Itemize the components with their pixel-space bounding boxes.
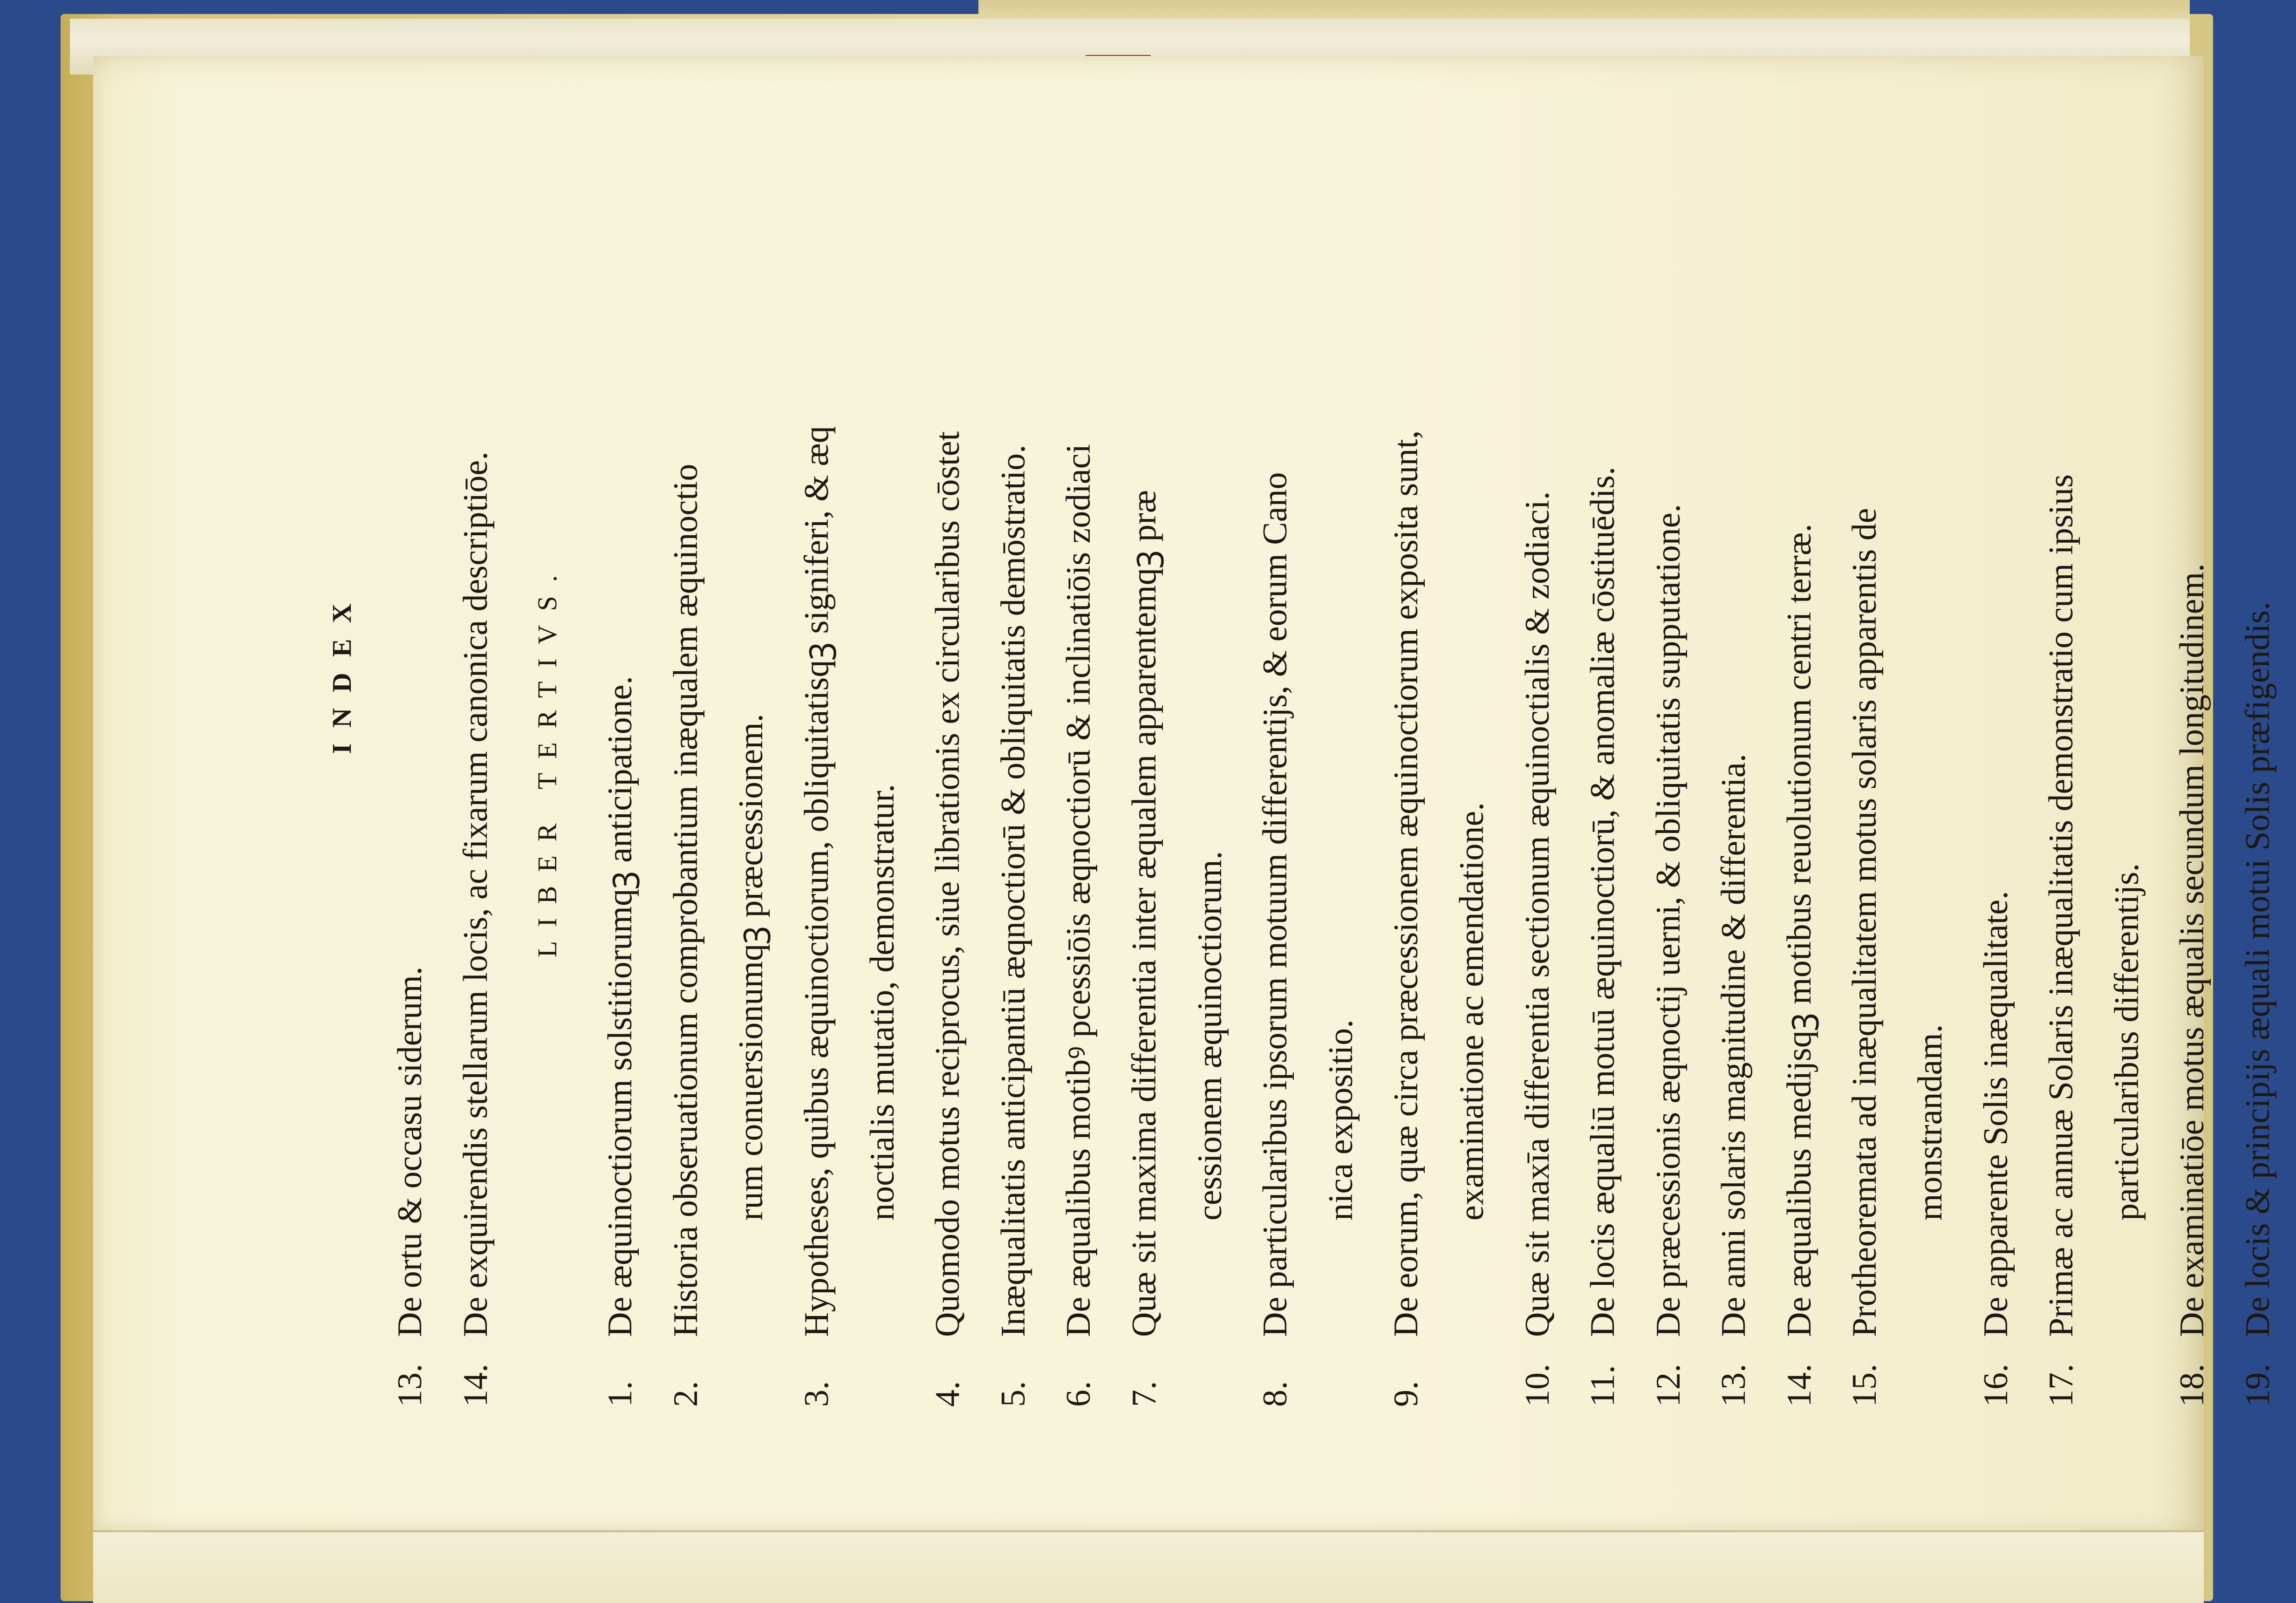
index-entry — [1701, 112, 1767, 1407]
entry-number: 16. — [1976, 1364, 2015, 1407]
index-entry — [2225, 112, 2291, 1407]
entry-text: Inæqualitatis anticipantiū æqnoctiorū & obliquitatis demōstratio. — [994, 444, 1032, 1337]
entry-text: Historia obseruationum comprobantium inæqualem æquinoctio — [666, 464, 705, 1337]
entry-text: De eorum, quæ circa præcessionem æquinoctiorum exposita sunt, — [1387, 430, 1426, 1337]
index-text-block — [326, 112, 2277, 1407]
index-entry — [784, 112, 850, 1407]
index-entry — [1636, 112, 1702, 1407]
entry-number: 10. — [1518, 1364, 1557, 1407]
entry-text: De locis æqualiū motuū æquinoctiorū, & anomaliæ cōstituēdis. — [1584, 466, 1622, 1337]
entry-text: nica expositio. — [1321, 1019, 1360, 1221]
entry-number: 2. — [666, 1381, 705, 1407]
index-entry-continuation — [1898, 112, 1963, 1407]
liber-tertius-list — [588, 112, 2296, 1407]
entry-number — [850, 1337, 916, 1407]
section-title-liber-tertius: LIBER TERTIVS. — [532, 561, 563, 958]
index-entry — [1046, 112, 1112, 1407]
entry-number — [1898, 1337, 1963, 1407]
entry-text: examinatione ac emendatione. — [1452, 802, 1491, 1221]
entry-text: Quæ sit maxīa differentia sectionum æquinoctialis & zodiaci. — [1518, 491, 1557, 1337]
entry-text: cessionem æquinoctiorum. — [1190, 851, 1229, 1221]
entry-number: 9. — [1387, 1381, 1426, 1407]
entry-text: monstrandam. — [1911, 1024, 1950, 1221]
entry-number: 6. — [1059, 1381, 1098, 1407]
index-entry — [2159, 112, 2225, 1407]
index-entry-continuation — [1308, 112, 1374, 1407]
entry-number: 3. — [797, 1381, 836, 1407]
entry-text: Quomodo motus reciprocus, siue librationis ex circularibus cōstet — [929, 431, 967, 1337]
continued-entries — [377, 112, 508, 1407]
entry-number: 14. — [1780, 1364, 1818, 1407]
entry-number: 14. — [456, 1364, 495, 1407]
entry-number — [1308, 1337, 1374, 1407]
page-title: INDEX — [327, 587, 357, 754]
entry-number: 8. — [1256, 1381, 1295, 1407]
entry-number — [2094, 1337, 2160, 1407]
entry-text: De locis & principijs æquali motui Solis præfigendis. — [2239, 601, 2277, 1337]
index-entry-continuation — [1177, 112, 1243, 1407]
entry-text: rum conuersionumqꝫ præcessionem. — [732, 713, 771, 1221]
index-entry — [2029, 112, 2094, 1407]
entry-number: 15. — [1845, 1364, 1884, 1407]
entry-text: De æqualibus motibꝰ pcessiōis æqnoctiorū & inclinatiōis zodiaci — [1059, 443, 1098, 1337]
entry-number — [2291, 1337, 2296, 1407]
entry-text: Quæ sit maxima differentia inter æqualem apparentemqꝫ præ — [1125, 490, 1163, 1337]
entry-text — [2291, 466, 2296, 1337]
page-bottom-edge — [93, 1530, 2204, 1603]
entry-text: De apparente Solis inæqualitate. — [1976, 891, 2015, 1337]
entry-text: De examinatiōe motus æqualis secundum longitudinem. — [2173, 563, 2212, 1337]
entry-text: noctialis mutatio, demonstratur. — [863, 784, 902, 1221]
index-entry — [1112, 112, 1177, 1407]
entry-number: 12. — [1649, 1364, 1688, 1407]
entry-number: 5. — [994, 1381, 1032, 1407]
entry-text: De ortu & occasu siderum. — [391, 966, 429, 1337]
index-entry — [588, 112, 653, 1407]
entry-text: De æquinoctiorum solstitiorumqꝫ anticipatione. — [601, 676, 640, 1337]
entry-number: 4. — [929, 1381, 967, 1407]
entry-number: 17. — [2042, 1364, 2081, 1407]
index-entry — [1505, 112, 1571, 1407]
entry-number: 1. — [601, 1381, 640, 1407]
entry-text: Primæ ac annuæ Solaris inæqualitatis demonstratio cum ipsius — [2042, 474, 2081, 1337]
index-entry — [653, 112, 719, 1407]
entry-number: 13. — [391, 1364, 429, 1407]
index-entry-continuation — [718, 112, 784, 1407]
index-entry — [1832, 112, 1898, 1407]
entry-text: De anni solaris magnitudine & differentia. — [1715, 753, 1753, 1337]
entry-text: particularibus differentijs. — [2107, 863, 2146, 1221]
index-entry — [915, 112, 981, 1407]
index-entry — [1570, 112, 1636, 1407]
index-entry-continuation — [2094, 112, 2160, 1407]
entry-number: 11. — [1584, 1365, 1622, 1407]
index-entry — [1374, 112, 1439, 1407]
index-entry — [981, 112, 1046, 1407]
index-entry — [377, 112, 443, 1407]
entry-number: 18. — [2173, 1364, 2212, 1407]
index-entry-continuation — [1439, 112, 1505, 1407]
index-entry — [1243, 112, 1308, 1407]
index-entry — [1767, 112, 1832, 1407]
entry-number: 13. — [1715, 1364, 1753, 1407]
index-entry-continuation — [850, 112, 916, 1407]
index-entry — [2291, 112, 2296, 1407]
entry-text: Protheoremata ad inæqualitatem motus solaris apparentis de — [1845, 508, 1884, 1337]
entry-number: 19. — [2239, 1364, 2277, 1407]
entry-number — [1439, 1337, 1505, 1407]
index-entry — [443, 112, 509, 1407]
index-entry — [1963, 112, 2029, 1407]
entry-number — [1177, 1337, 1243, 1407]
entry-number: 7. — [1125, 1381, 1163, 1407]
entry-text: De præcessionis æqnoctij uerni, & obliquitatis supputatione. — [1649, 504, 1688, 1337]
entry-text: De æqualibus medijsqꝫ motibus reuolutionum centri terræ. — [1780, 524, 1818, 1337]
entry-text: De particularibus ipsorum motuum differentijs, & eorum Cano — [1256, 472, 1295, 1337]
entry-text: Hypotheses, quibus æquinoctiorum, obliquitatisqꝫ signiferi, & æq — [797, 426, 836, 1337]
entry-text: De exquirendis stellarum locis, ac fixarum canonica descriptiōe. — [456, 451, 495, 1337]
entry-number — [718, 1337, 784, 1407]
